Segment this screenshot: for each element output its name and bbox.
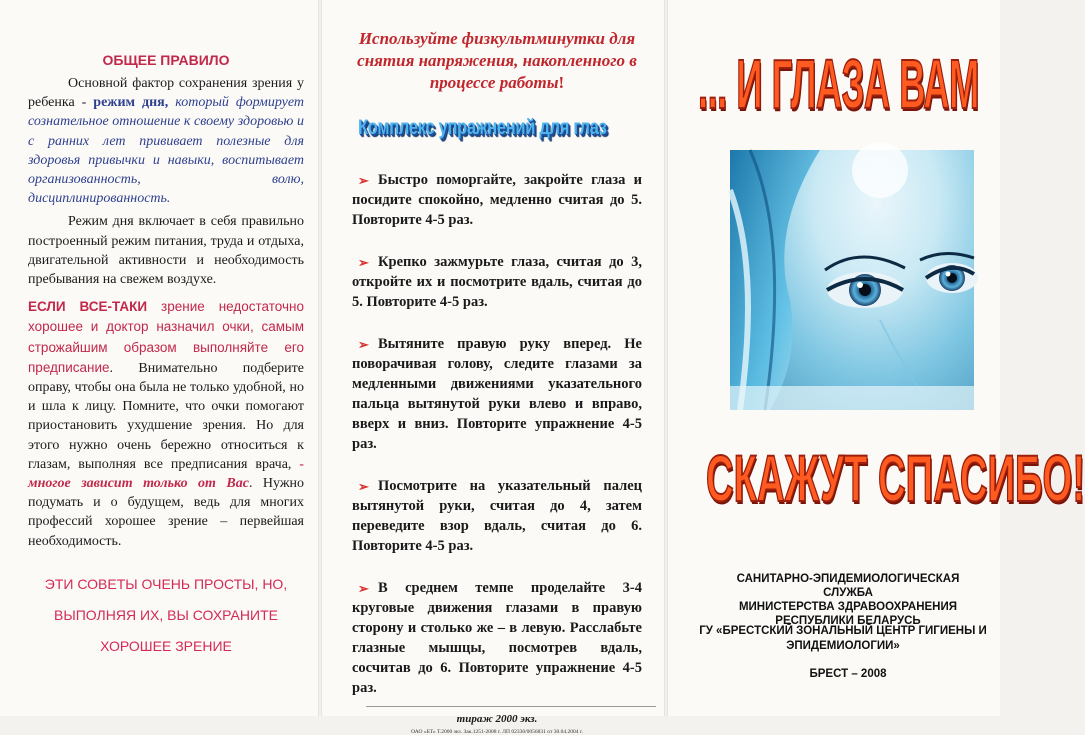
exercise-text: Крепко зажмурьте глаза, считая до 3, откройте их и посмотрите вдаль, считая до 5. Повторите 4-5 раз. — [352, 254, 642, 310]
arrow-bullet-icon: ➢ — [358, 255, 369, 270]
exercise-item — [352, 170, 642, 230]
arrow-bullet-icon: ➢ — [358, 173, 369, 188]
regime-italic: который формирует сознательное отношение к своему здоровью и с ранних лет прививает полезные для здоровья привычки и навыки, воспитывает организованность, волю, дисциплинированность. — [28, 95, 304, 207]
general-rule-heading: ОБЩЕЕ ПРАВИЛО — [102, 52, 230, 68]
arrow-bullet-icon: ➢ — [358, 479, 369, 494]
glasses-sans: зрение недостаточно хорошее и доктор назначил очки, самым строжайшим образом выполняйте его предписание — [28, 299, 304, 375]
org-line: МИНИСТЕРСТВА ЗДРАВООХРАНЕНИЯ — [738, 601, 958, 613]
tips-line: ВЫПОЛНЯЯ ИХ, ВЫ СОХРАНИТЕ — [54, 606, 278, 623]
tips-block — [28, 569, 304, 662]
exercise-item — [352, 578, 642, 698]
cover-title: ... И ГЛАЗА ВАМ — [698, 45, 979, 123]
institution — [698, 624, 988, 654]
paragraph-regime-includes: Режим дня включает в себя правильно построенный режим питания, труда и отдыха, двигательной активности и необходимость пребывания на свежем воздухе. — [28, 214, 304, 288]
exercise-text: Вытяните правую руку вперед. Не поворачивая голову, следите глазами за медленными движениями указательного пальца вытянутой руки влево и вправо, вверх и вниз. Повторите упражнение 4-5 раз. — [352, 336, 642, 452]
cover-panel — [668, 0, 1085, 716]
paragraph-glasses — [28, 297, 304, 551]
cover-thanks: СКАЖУТ СПАСИБО! — [706, 441, 1085, 515]
exercises-title: Комплекс упражнений для глаз — [358, 116, 607, 139]
regime-bold: режим дня, — [93, 95, 169, 111]
exercise-text: Посмотрите на указательный палец вытянутой руки, считая до 4, затем переведите взор вдаль, считая до 6. Повторите 4-5 раз. — [352, 478, 642, 554]
exercise-item — [352, 252, 642, 312]
glasses-red: - многое зависит только от Вас — [28, 456, 304, 492]
paragraph-daily-regime — [28, 74, 304, 208]
left-panel — [0, 0, 318, 716]
eyes-image-icon — [730, 150, 974, 410]
regime-text: Основной фактор сохранения зрения у ребенка - — [28, 76, 304, 111]
footer-divider — [366, 706, 656, 707]
gu-line: ЭПИДЕМИОЛОГИИ» — [786, 640, 900, 652]
glasses-rest: . Внимательно подберите оправу, чтобы она была не только удобной, но и шла к лицу. Помните, что очки помогают приостановить ухудшение зрения. Но для этого нужно очень бережно относиться к глазам, выполняя все предписания врача, — [28, 360, 304, 472]
org-line: РЕСПУБЛИКИ БЕЛАРУСЬ — [775, 615, 921, 627]
imprint: ОАО «БТ» Т.2000 экз. Зак.1251-2008 г. ЛП 02330/0056831 от 30.04.2004 г. — [411, 729, 583, 735]
organization — [718, 572, 978, 628]
eyes-illustration — [730, 150, 974, 410]
exercise-item — [352, 334, 642, 454]
intro-main: Используйте физкультминутки для снятия напряжения, накопленного в процессе работы — [357, 29, 637, 92]
gu-line: ГУ «БРЕСТСКИЙ ЗОНАЛЬНЫЙ ЦЕНТР ГИГИЕНЫ И — [699, 625, 987, 637]
intro-mark: ! — [558, 73, 565, 92]
print-run: тираж 2000 экз. — [456, 713, 538, 725]
tips-line: ЭТИ СОВЕТЫ ОЧЕНЬ ПРОСТЫ, НО, — [44, 575, 288, 592]
middle-panel — [322, 0, 664, 735]
org-line: САНИТАРНО-ЭПИДЕМИОЛОГИЧЕСКАЯ СЛУЖБА — [736, 573, 960, 599]
exercise-item — [352, 476, 642, 556]
exercise-text: В среднем темпе проделайте 3-4 круговые движения глазами в правую сторону и столько же – в левую. Расслабьте глазные мышцы, посмотрев вдаль, сосчитав до 6. Повторите упражнение 4-5 раз. — [352, 580, 642, 696]
city-year: БРЕСТ – 2008 — [809, 668, 887, 680]
glasses-caps: ЕСЛИ ВСЕ-ТАКИ — [28, 299, 148, 315]
exercise-text: Быстро поморгайте, закройте глаза и посидите спокойно, медленно считая до 5. Повторите 4-5 раз. — [352, 172, 642, 228]
arrow-bullet-icon: ➢ — [358, 581, 369, 596]
intro-text — [352, 28, 642, 94]
tips-line: ХОРОШЕЕ ЗРЕНИЕ — [100, 637, 232, 654]
glasses-end: . Нужно подумать и о будущем, ведь для многих профессий хорошее зрение – первейшая необходимость. — [28, 476, 304, 549]
arrow-bullet-icon: ➢ — [358, 337, 369, 352]
